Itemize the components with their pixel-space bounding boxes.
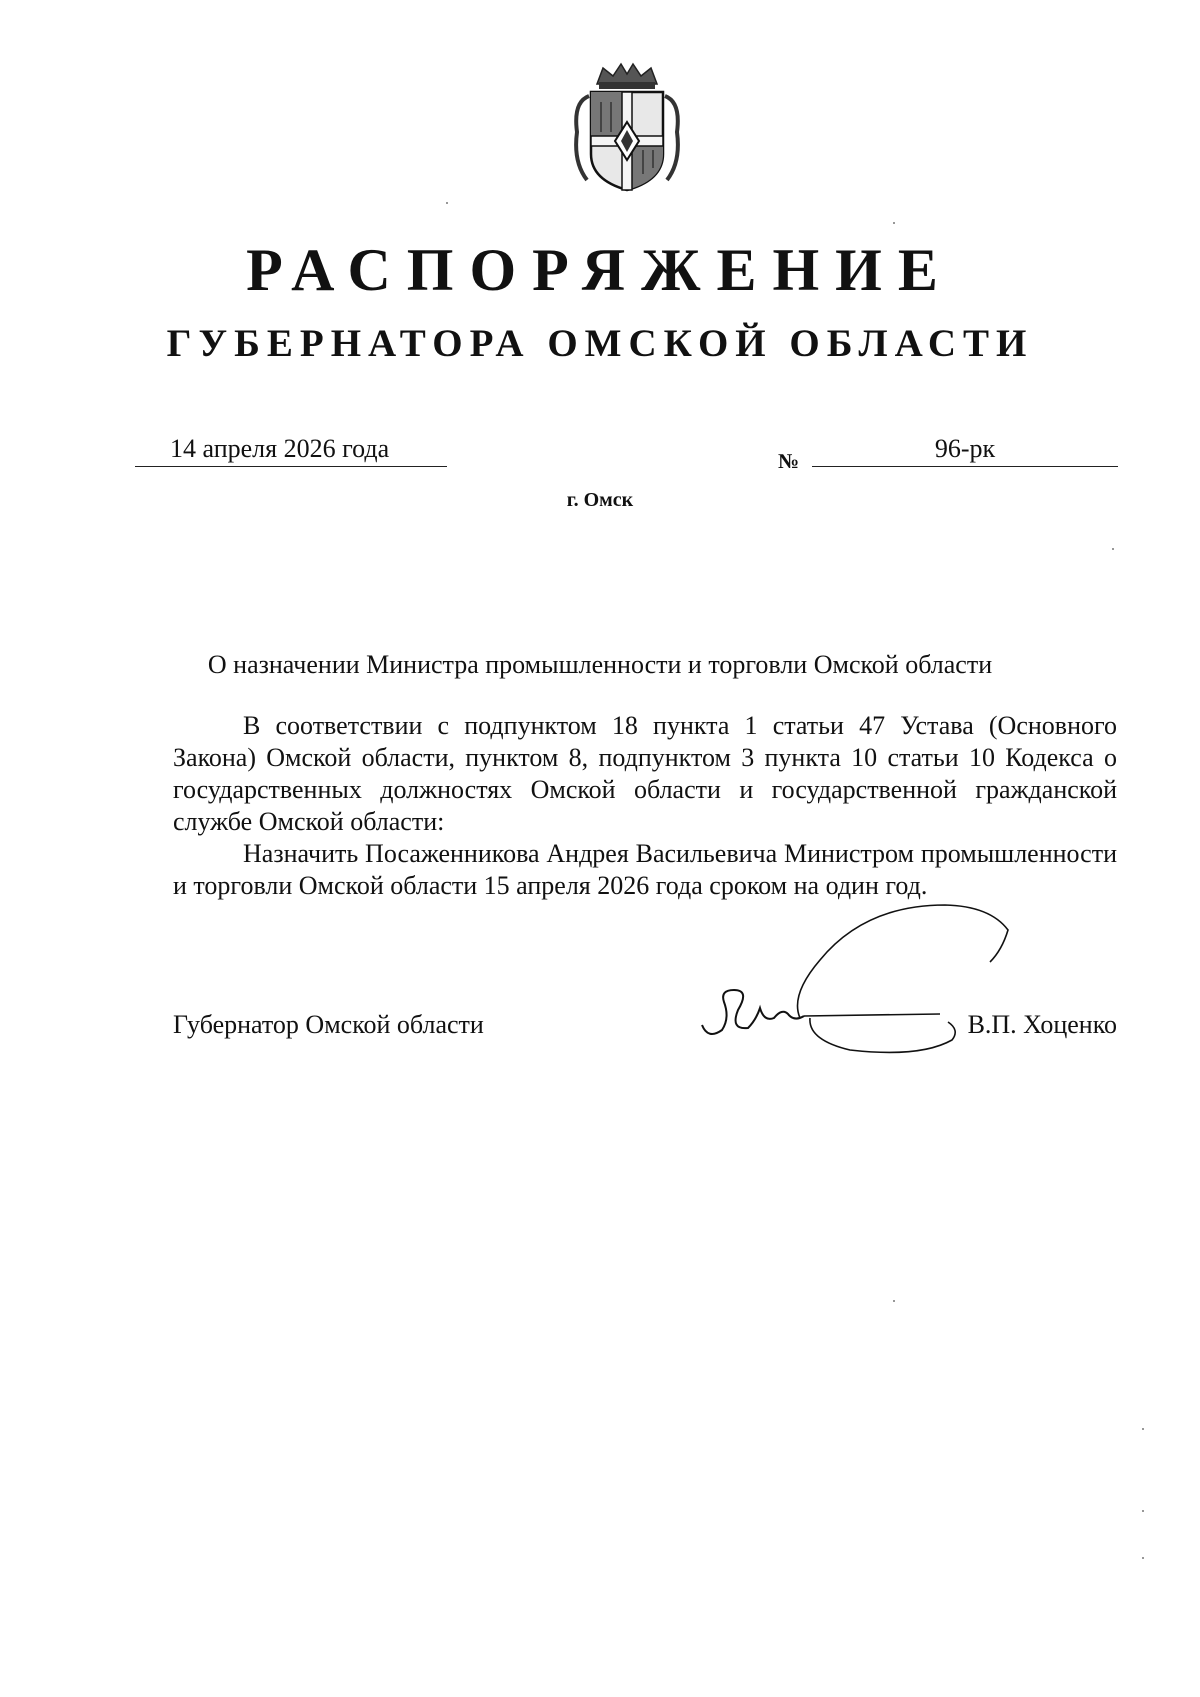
scan-speck: [893, 1300, 895, 1302]
document-title: РАСПОРЯЖЕНИЕ: [246, 237, 954, 303]
document-date: 14 апреля 2026 года: [170, 434, 390, 463]
handwritten-signature: [690, 890, 1060, 1080]
scan-speck: [1142, 1428, 1144, 1430]
signatory-name: В.П. Хоценко: [967, 1010, 1117, 1039]
scan-speck: [1112, 548, 1114, 550]
body-paragraph: В соответствии с подпунктом 18 пункта 1 статьи 47 Устава (Основного Закона) Омской области, пунктом 8, подпунктом 3 пункта 10 статьи 10 Кодекса о государственных должностях Омской области и государственной гражданской службе Омской области:: [173, 711, 1117, 836]
document-number: 96-рк: [812, 432, 1118, 467]
scan-speck: [1142, 1510, 1144, 1512]
scan-speck: [893, 222, 895, 224]
scan-speck: [446, 202, 448, 204]
document-subject: О назначении Министра промышленности и торговли Омской области: [207, 650, 993, 679]
scan-speck: [1142, 1557, 1144, 1559]
body-paragraph: Назначить Посаженникова Андрея Васильевича Министром промышленности и торговли Омской области 15 апреля 2026 года сроком на один год.: [173, 839, 1117, 900]
signatory-role: Губернатор Омской области: [173, 1010, 484, 1039]
document-date-field: [135, 432, 447, 467]
document-city: г. Омск: [566, 489, 634, 511]
document-number-label: №: [778, 449, 800, 473]
document-body: [173, 710, 1117, 902]
omsk-coat-of-arms-icon: [567, 62, 687, 194]
document-subtitle: ГУБЕРНАТОРА ОМСКОЙ ОБЛАСТИ: [166, 322, 1034, 365]
